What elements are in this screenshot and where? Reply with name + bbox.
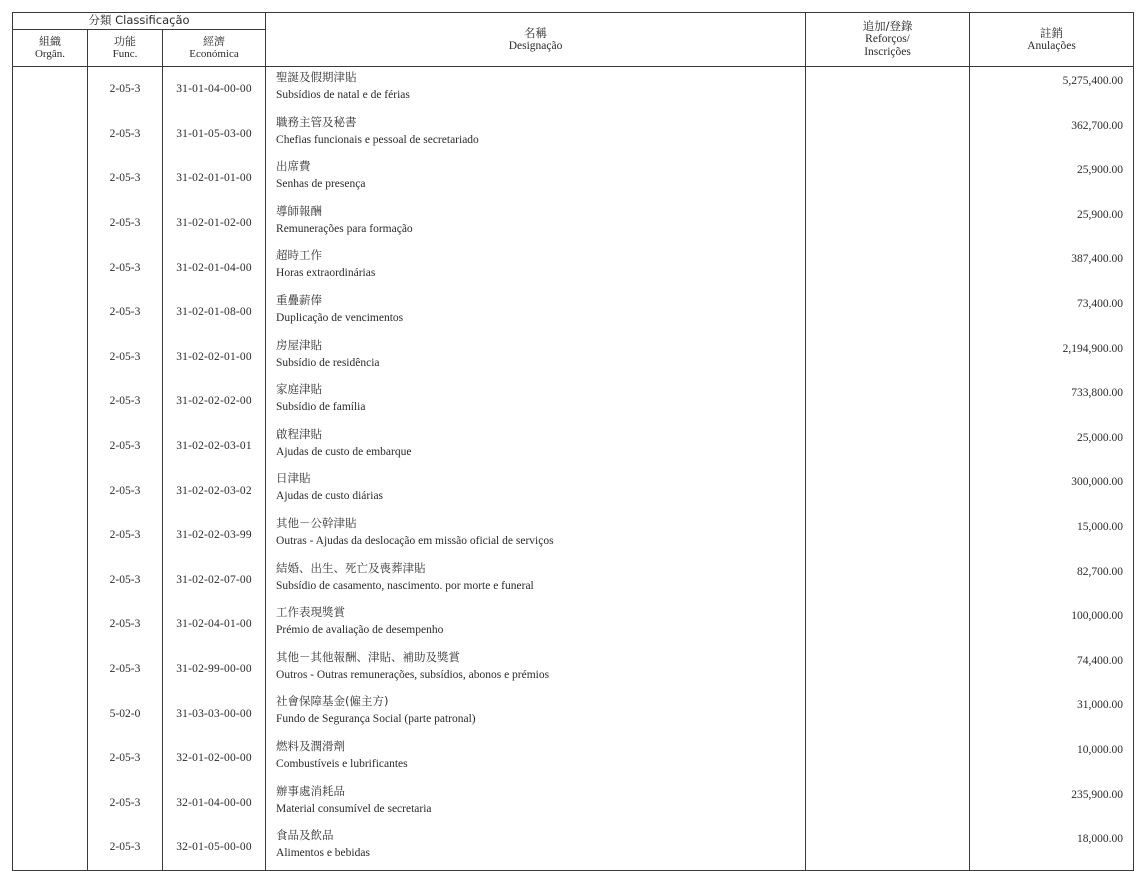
organic-header-pt: Orgân. [34, 48, 66, 60]
annulment-amount: 235,900.00 [970, 781, 1134, 826]
reinforcements-header-pt2: Inscrições [864, 46, 911, 58]
functional-code: 2-05-3 [88, 825, 163, 870]
organic-cell [13, 335, 88, 380]
annulment-amount: 100,000.00 [970, 602, 1134, 647]
organic-cell [13, 201, 88, 246]
functional-code: 2-05-3 [88, 602, 163, 647]
economic-code: 32-01-02-00-00 [163, 736, 266, 781]
economic-header-pt: Económica [189, 48, 239, 60]
designation-cell [266, 602, 806, 647]
functional-code: 2-05-3 [88, 335, 163, 380]
table-row [13, 67, 1134, 112]
designation-zh: 重疊薪俸 [276, 292, 323, 307]
economic-code: 31-02-01-01-00 [163, 156, 266, 201]
designation-pt: Chefias funcionais e pessoal de secretariado [276, 133, 479, 146]
designation-cell [266, 468, 806, 513]
functional-header-zh: 功能 [114, 35, 136, 48]
organic-cell [13, 67, 88, 112]
annulment-amount: 10,000.00 [970, 736, 1134, 781]
table-row [13, 825, 1134, 870]
reinforcements-cell [806, 245, 970, 290]
designation-cell [266, 647, 806, 692]
economic-code: 31-02-01-02-00 [163, 201, 266, 246]
designation-cell [266, 290, 806, 335]
economic-code: 31-01-04-00-00 [163, 67, 266, 112]
reinforcements-cell [806, 379, 970, 424]
economic-header [163, 30, 266, 67]
designation-zh: 啟程津貼 [276, 426, 323, 441]
reinforcements-cell [806, 335, 970, 380]
annulment-amount: 31,000.00 [970, 691, 1134, 736]
functional-code: 2-05-3 [88, 647, 163, 692]
functional-code: 2-05-3 [88, 379, 163, 424]
functional-code: 5-02-0 [88, 691, 163, 736]
organic-cell [13, 602, 88, 647]
table-row [13, 201, 1134, 246]
functional-code: 2-05-3 [88, 558, 163, 603]
designation-zh: 職務主管及秘書 [276, 114, 357, 129]
reinforcements-cell [806, 67, 970, 112]
economic-code: 32-01-04-00-00 [163, 781, 266, 826]
table-row [13, 424, 1134, 469]
reinforcements-cell [806, 781, 970, 826]
annulment-amount: 300,000.00 [970, 468, 1134, 513]
designation-zh: 結婚、出生、死亡及喪葬津貼 [276, 560, 426, 575]
functional-header-pt: Func. [112, 48, 138, 60]
designation-cell [266, 558, 806, 603]
organic-cell [13, 379, 88, 424]
organic-cell [13, 468, 88, 513]
functional-code: 2-05-3 [88, 112, 163, 157]
designation-cell [266, 825, 806, 870]
designation-cell [266, 424, 806, 469]
economic-code: 31-02-02-07-00 [163, 558, 266, 603]
table-row [13, 647, 1134, 692]
annulment-amount: 362,700.00 [970, 112, 1134, 157]
annulment-amount: 2,194,900.00 [970, 335, 1134, 380]
table-row [13, 602, 1134, 647]
table-header [13, 13, 1134, 67]
organic-header-zh: 組織 [39, 35, 61, 48]
economic-code: 31-02-02-01-00 [163, 335, 266, 380]
annulments-header-zh: 註銷 [1040, 25, 1064, 40]
designation-zh: 工作表現獎賞 [276, 605, 346, 620]
reinforcements-cell [806, 513, 970, 558]
designation-pt: Horas extraordinárias [276, 267, 376, 280]
annulment-amount: 733,800.00 [970, 379, 1134, 424]
organic-header [13, 30, 88, 67]
designation-pt: Ajudas de custo diárias [276, 490, 384, 503]
organic-cell [13, 112, 88, 157]
designation-pt: Fundo de Segurança Social (parte patronal) [276, 713, 476, 726]
table-row [13, 513, 1134, 558]
designation-pt: Material consumível de secretaria [276, 802, 432, 815]
organic-cell [13, 290, 88, 335]
reinforcements-cell [806, 468, 970, 513]
designation-zh: 其他－公幹津貼 [276, 515, 357, 530]
table-row [13, 781, 1134, 826]
organic-cell [13, 513, 88, 558]
economic-code: 31-02-02-03-02 [163, 468, 266, 513]
designation-zh: 超時工作 [276, 248, 323, 263]
reinforcements-cell [806, 602, 970, 647]
designation-pt: Remunerações para formação [276, 222, 413, 235]
designation-zh: 食品及飲品 [276, 828, 334, 843]
designation-pt: Ajudas de custo de embarque [276, 445, 412, 458]
designation-pt: Subsídio de residência [276, 356, 380, 369]
designation-cell [266, 379, 806, 424]
reinforcements-cell [806, 201, 970, 246]
functional-code: 2-05-3 [88, 781, 163, 826]
economic-code: 31-02-01-08-00 [163, 290, 266, 335]
economic-code: 31-02-02-03-01 [163, 424, 266, 469]
annulment-amount: 18,000.00 [970, 825, 1134, 870]
organic-cell [13, 647, 88, 692]
table-row [13, 245, 1134, 290]
designation-pt: Subsídio de casamento, nascimento. por morte e funeral [276, 579, 534, 592]
table-row [13, 335, 1134, 380]
reinforcements-cell [806, 647, 970, 692]
table-row [13, 736, 1134, 781]
designation-cell [266, 245, 806, 290]
table-body [13, 67, 1134, 871]
economic-code: 31-02-01-04-00 [163, 245, 266, 290]
designation-zh: 導師報酬 [276, 203, 323, 218]
functional-code: 2-05-3 [88, 736, 163, 781]
organic-cell [13, 825, 88, 870]
designation-zh: 聖誕及假期津貼 [276, 70, 357, 84]
designation-cell [266, 201, 806, 246]
annulments-header-pt: Anulações [1027, 39, 1076, 52]
functional-code: 2-05-3 [88, 156, 163, 201]
designation-cell [266, 736, 806, 781]
economic-code: 31-02-04-01-00 [163, 602, 266, 647]
designation-pt: Subsídios de natal e de férias [276, 89, 410, 101]
annulment-amount: 25,900.00 [970, 201, 1134, 246]
designation-pt: Subsídio de família [276, 401, 366, 414]
annulment-amount: 25,000.00 [970, 424, 1134, 469]
functional-code: 2-05-3 [88, 67, 163, 112]
organic-cell [13, 781, 88, 826]
designation-zh: 辦事處消耗品 [276, 783, 346, 798]
designation-zh: 房屋津貼 [276, 337, 323, 352]
organic-cell [13, 245, 88, 290]
designation-header [266, 13, 806, 67]
reinforcements-cell [806, 825, 970, 870]
reinforcements-cell [806, 156, 970, 201]
economic-header-zh: 經濟 [203, 35, 226, 48]
reinforcements-cell [806, 558, 970, 603]
table-row [13, 379, 1134, 424]
reinforcements-cell [806, 290, 970, 335]
reinforcements-header [806, 13, 970, 67]
economic-code: 32-01-05-00-00 [163, 825, 266, 870]
economic-code: 31-02-99-00-00 [163, 647, 266, 692]
designation-zh: 燃料及潤滑劑 [276, 738, 346, 753]
organic-cell [13, 736, 88, 781]
organic-cell [13, 558, 88, 603]
designation-zh: 出席費 [276, 159, 311, 174]
annulment-amount: 73,400.00 [970, 290, 1134, 335]
designation-cell [266, 513, 806, 558]
functional-code: 2-05-3 [88, 201, 163, 246]
annulment-amount: 25,900.00 [970, 156, 1134, 201]
economic-code: 31-03-03-00-00 [163, 691, 266, 736]
economic-code: 31-02-02-02-00 [163, 379, 266, 424]
designation-cell [266, 67, 806, 112]
table-row [13, 112, 1134, 157]
economic-code: 31-01-05-03-00 [163, 112, 266, 157]
designation-cell [266, 781, 806, 826]
organic-cell [13, 156, 88, 201]
designation-pt: Outras - Ajudas da deslocação em missão oficial de serviços [276, 534, 554, 547]
table-row [13, 468, 1134, 513]
reinforcements-cell [806, 736, 970, 781]
designation-pt: Senhas de presença [276, 178, 366, 191]
annulment-amount: 5,275,400.00 [970, 67, 1134, 112]
designation-zh: 家庭津貼 [276, 382, 323, 397]
economic-code: 31-02-02-03-99 [163, 513, 266, 558]
functional-code: 2-05-3 [88, 513, 163, 558]
annulment-amount: 82,700.00 [970, 558, 1134, 603]
table-row [13, 290, 1134, 335]
reinforcements-cell [806, 691, 970, 736]
table-row [13, 156, 1134, 201]
organic-cell [13, 424, 88, 469]
designation-cell [266, 156, 806, 201]
classification-label: 分類 Classificação [88, 13, 190, 27]
functional-code: 2-05-3 [88, 424, 163, 469]
designation-zh: 其他－其他報酬、津貼、補助及獎賞 [276, 649, 461, 664]
functional-header [88, 30, 163, 67]
designation-header-zh: 名稱 [524, 25, 548, 40]
functional-code: 2-05-3 [88, 468, 163, 513]
designation-pt: Outros - Outras remunerações, subsídios, abonos e prémios [276, 668, 550, 681]
table-row [13, 691, 1134, 736]
annulments-header [970, 13, 1134, 67]
functional-code: 2-05-3 [88, 290, 163, 335]
designation-cell [266, 691, 806, 736]
designation-header-pt: Designação [508, 39, 563, 52]
designation-pt: Alimentos e bebidas [276, 847, 370, 860]
designation-zh: 日津貼 [276, 471, 311, 486]
organic-cell [13, 691, 88, 736]
reinforcements-cell [806, 424, 970, 469]
designation-cell [266, 112, 806, 157]
reinforcements-header-zh: 追加/登錄 [862, 19, 913, 33]
designation-pt: Duplicação de vencimentos [276, 311, 404, 324]
table-row [13, 558, 1134, 603]
designation-cell [266, 335, 806, 380]
functional-code: 2-05-3 [88, 245, 163, 290]
reinforcements-cell [806, 112, 970, 157]
designation-zh: 社會保障基金(僱主方) [276, 694, 389, 709]
annulment-amount: 387,400.00 [970, 245, 1134, 290]
designation-pt: Combustíveis e lubrificantes [276, 757, 408, 770]
annulment-amount: 15,000.00 [970, 513, 1134, 558]
annulment-amount: 74,400.00 [970, 647, 1134, 692]
classification-header [13, 13, 266, 30]
reinforcements-header-pt1: Reforços/ [865, 33, 910, 45]
designation-pt: Prémio de avaliação de desempenho [276, 624, 444, 637]
